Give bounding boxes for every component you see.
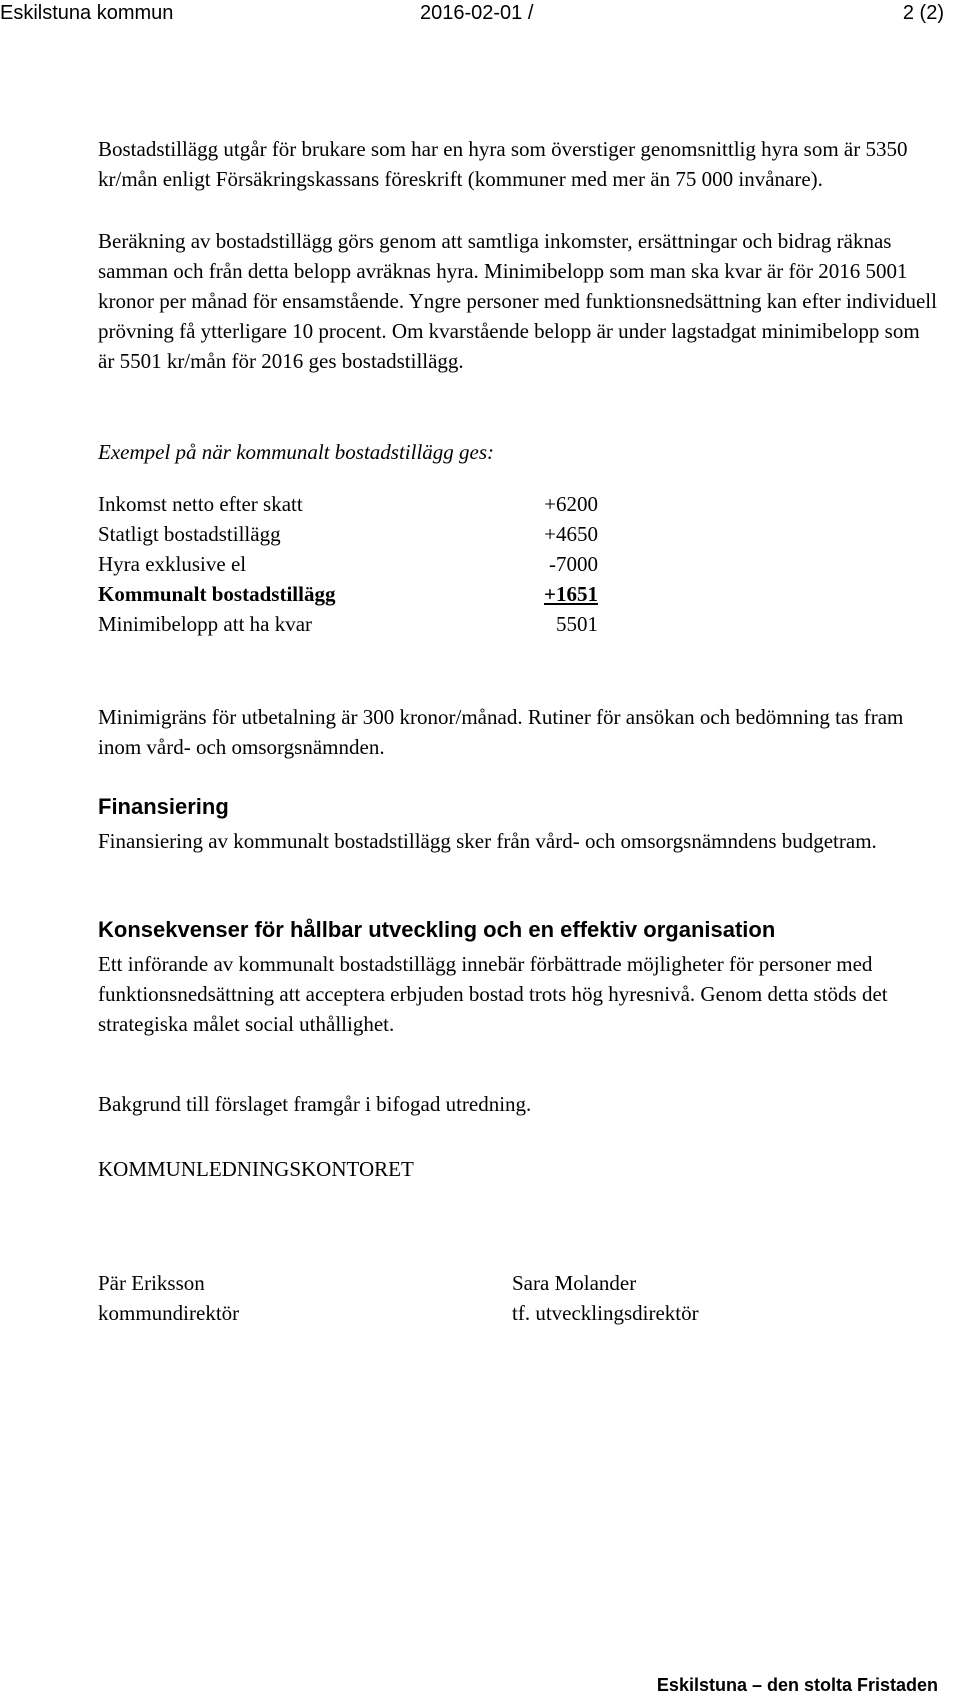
row-value: +6200: [544, 492, 598, 516]
heading-financing: Finansiering: [98, 794, 229, 819]
header-date: 2016-02-01 /: [420, 2, 534, 24]
paragraph-minimum-payout: Minimigräns för utbetalning är 300 kronor/månad. Rutiner för ansökan och bedömning tas fram inom vård- och omsorgsnämnden.: [98, 705, 904, 759]
row-value: +4650: [544, 522, 598, 546]
signatory-name: Sara Molander: [512, 1271, 637, 1295]
signatory-title: tf. utvecklingsdirektör: [512, 1301, 699, 1325]
paragraph-background: Bakgrund till förslaget framgår i bifogad utredning.: [98, 1092, 532, 1116]
example-heading: Exempel på när kommunalt bostadstillägg ges:: [98, 440, 495, 464]
row-value: +1651: [544, 582, 598, 606]
paragraph-financing: Finansiering av kommunalt bostadstillägg sker från vård- och omsorgsnämndens budgetram.: [98, 829, 877, 853]
page-header: [0, 0, 960, 30]
table-row: [98, 549, 598, 579]
table-row: [98, 489, 598, 519]
page-footer: Eskilstuna – den stolta Fristaden: [656, 1675, 938, 1695]
header-page-number: 2 (2): [902, 2, 944, 24]
table-row: [98, 609, 598, 639]
signatory-name: Pär Eriksson: [98, 1271, 205, 1295]
signatory-title: kommundirektör: [98, 1301, 240, 1325]
header-organization: Eskilstuna kommun: [0, 2, 174, 24]
row-value: -7000: [549, 552, 598, 576]
row-label: Inkomst netto efter skatt: [98, 492, 303, 516]
row-label: Kommunalt bostadstillägg: [98, 582, 336, 606]
office-name: KOMMUNLEDNINGSKONTORET: [98, 1157, 414, 1181]
signature-block-1: [98, 1268, 239, 1328]
paragraph-bostadstillagg-rules: Bostadstillägg utgår för brukare som har en hyra som överstiger genomsnittlig hyra som är 5350 kr/mån enligt Försäkringskassans föreskrift (kommuner med mer än 75 000 invånare).: [98, 137, 908, 191]
signature-block-2: [512, 1268, 699, 1328]
row-label: Statligt bostadstillägg: [98, 522, 281, 546]
paragraph-calculation: Beräkning av bostadstillägg görs genom att samtliga inkomster, ersättningar och bidrag räknas samman och från detta belopp avräknas hyra. Minimibelopp som man ska kvar är för 2016 5001 kronor per månad för ensamstående. Yngre personer med funktionsnedsättning kan efter individuell prövning få ytterligare 10 procent. Om kvarstående belopp är under lagstadgat minimibelopp som är 5501 kr/mån för 2016 ges bostadstillägg.: [98, 229, 937, 373]
row-label: Hyra exklusive el: [98, 552, 247, 576]
table-row-total: [98, 579, 598, 609]
paragraph-consequences: Ett införande av kommunalt bostadstillägg innebär förbättrade möjligheter för personer med funktionsnedsättning att acceptera erbjuden bostad trots hög hyresnivå. Genom detta stöds det strategiska målet social uthållighet.: [98, 952, 888, 1036]
row-label: Minimibelopp att ha kvar: [98, 612, 313, 636]
table-row: [98, 519, 598, 549]
row-value: 5501: [556, 612, 598, 636]
heading-consequences: Konsekvenser för hållbar utveckling och en effektiv organisation: [98, 917, 776, 942]
